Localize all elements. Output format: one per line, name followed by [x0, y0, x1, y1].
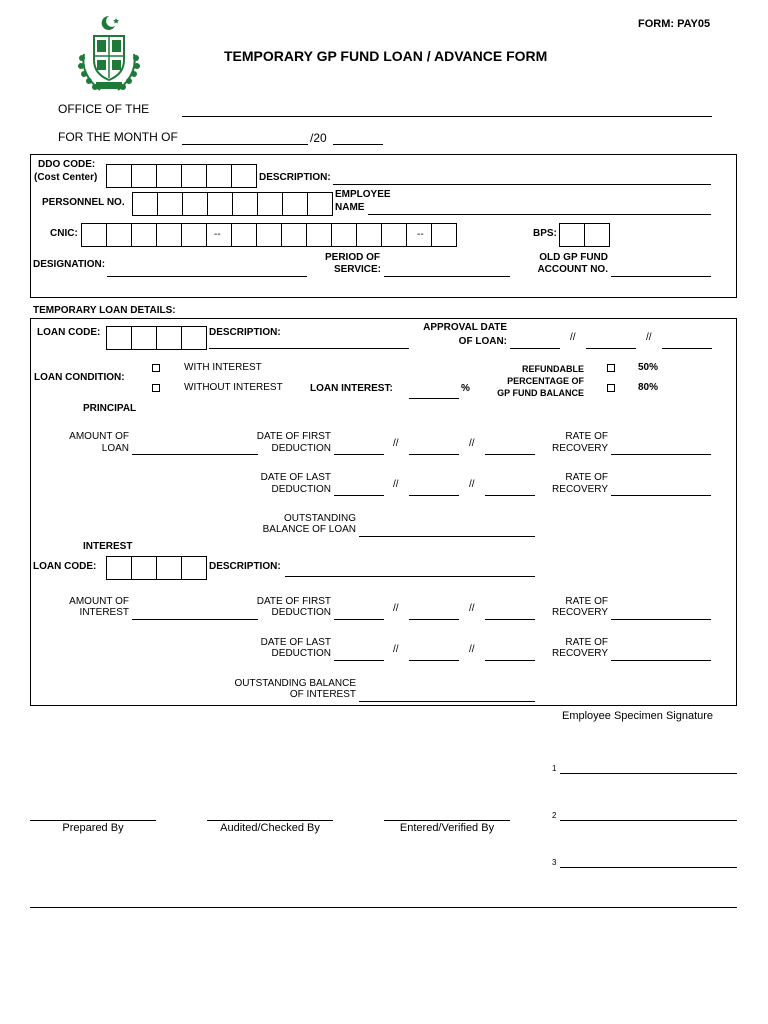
outstanding-interest-field[interactable] — [359, 701, 535, 702]
rate-field-1[interactable] — [611, 454, 711, 455]
first-ded-label-2: DEDUCTION — [271, 443, 331, 454]
ddo-code-label: DDO CODE: — [38, 159, 96, 170]
signature-number-2: 2 — [552, 811, 557, 820]
loan-interest-label: LOAN INTEREST: — [310, 383, 393, 394]
rate-field-2[interactable] — [611, 495, 711, 496]
year-prefix: /20 — [310, 131, 327, 145]
approval-month-field[interactable] — [586, 348, 636, 349]
with-interest-label: WITH INTEREST — [184, 362, 262, 373]
prepared-by-label: Prepared By — [62, 822, 124, 834]
last-ded-sep-1: // — [393, 479, 399, 490]
last-ded-label-1: DATE OF LAST — [260, 472, 331, 483]
int-rate-label-3: RATE OF — [565, 637, 608, 648]
bps-label: BPS: — [533, 228, 557, 239]
rate-label-4: RECOVERY — [552, 484, 608, 495]
approval-date-label-1: APPROVAL DATE — [423, 322, 507, 333]
outstanding-interest-label-2: OF INTEREST — [289, 689, 356, 700]
int-first-ded-month[interactable] — [409, 619, 459, 620]
approval-sep-1: // — [570, 332, 576, 343]
refundable-label-1: REFUNDABLE — [522, 364, 584, 374]
cnic-cells[interactable] — [81, 223, 457, 247]
outstanding-loan-label-2: BALANCE OF LOAN — [262, 524, 356, 535]
first-ded-sep-1: // — [393, 438, 399, 449]
specimen-signature-label: Employee Specimen Signature — [562, 710, 714, 722]
cost-center-label: (Cost Center) — [34, 172, 98, 183]
ddo-code-cells[interactable] — [106, 164, 257, 188]
signature-number-1: 1 — [552, 764, 557, 773]
percent-sign: % — [461, 383, 470, 394]
approval-date-label-2: OF LOAN: — [458, 336, 507, 347]
period-label-2: SERVICE: — [333, 264, 381, 275]
first-ded-label-1: DATE OF FIRST — [256, 431, 331, 442]
int-first-ded-label-2: DEDUCTION — [271, 607, 331, 618]
approval-day-field[interactable] — [510, 348, 560, 349]
outstanding-loan-label-1: OUTSTANDING — [283, 513, 356, 524]
audited-by-line[interactable] — [207, 820, 333, 821]
int-first-ded-sep-1: // — [393, 603, 399, 614]
loan-code-label: LOAN CODE: — [37, 327, 101, 338]
employee-name-label-1: EMPLOYEE — [335, 189, 391, 200]
old-gp-label-2: ACCOUNT NO. — [537, 264, 608, 275]
loan-description-label: DESCRIPTION: — [209, 327, 281, 338]
personnel-no-label: PERSONNEL NO. — [42, 197, 125, 208]
month-label: FOR THE MONTH OF — [58, 130, 178, 144]
int-first-ded-day[interactable] — [334, 619, 384, 620]
bottom-divider — [30, 907, 737, 908]
entered-by-line[interactable] — [384, 820, 510, 821]
state-emblem — [70, 14, 148, 98]
rate-label-2: RECOVERY — [552, 443, 608, 454]
int-last-ded-year[interactable] — [485, 660, 535, 661]
first-ded-day[interactable] — [334, 454, 384, 455]
int-last-ded-month[interactable] — [409, 660, 459, 661]
amount-interest-label-1: AMOUNT OF — [69, 596, 129, 607]
old-gp-field[interactable] — [611, 276, 711, 277]
prepared-by-line[interactable] — [30, 820, 156, 821]
form-title: TEMPORARY GP FUND LOAN / ADVANCE FORM — [224, 48, 548, 64]
refund-50-checkbox[interactable] — [607, 364, 615, 372]
signature-line-1[interactable] — [560, 773, 737, 774]
rate-label-1: RATE OF — [565, 431, 608, 442]
form-code: FORM: PAY05 — [638, 18, 711, 30]
with-interest-checkbox[interactable] — [152, 364, 160, 372]
loan-interest-field[interactable] — [409, 398, 459, 399]
interest-description-label: DESCRIPTION: — [209, 561, 281, 572]
int-first-ded-label-1: DATE OF FIRST — [256, 596, 331, 607]
office-label: OFFICE OF THE — [58, 102, 150, 116]
period-field[interactable] — [384, 276, 510, 277]
loan-code-cells[interactable] — [106, 326, 207, 350]
old-gp-label-1: OLD GP FUND — [539, 252, 608, 263]
period-label-1: PERIOD OF — [324, 252, 380, 263]
designation-field[interactable] — [107, 276, 307, 277]
audited-by-label: Audited/Checked By — [220, 822, 320, 834]
month-field[interactable] — [182, 144, 308, 145]
ddo-description-label: DESCRIPTION: — [259, 172, 331, 183]
approval-year-field[interactable] — [662, 348, 712, 349]
amount-interest-field[interactable] — [132, 619, 258, 620]
first-ded-month[interactable] — [409, 454, 459, 455]
int-last-ded-sep-1: // — [393, 644, 399, 655]
int-rate-field-2[interactable] — [611, 660, 711, 661]
int-rate-field-1[interactable] — [611, 619, 711, 620]
interest-loan-code-label: LOAN CODE: — [33, 561, 97, 572]
int-rate-label-4: RECOVERY — [552, 648, 608, 659]
first-ded-sep-2: // — [469, 438, 475, 449]
last-ded-day[interactable] — [334, 495, 384, 496]
int-rate-label-2: RECOVERY — [552, 607, 608, 618]
signature-line-2[interactable] — [560, 820, 737, 821]
approval-sep-2: // — [646, 332, 652, 343]
without-interest-label: WITHOUT INTEREST — [184, 382, 283, 393]
interest-description-field[interactable] — [285, 576, 535, 577]
loan-description-field[interactable] — [209, 348, 409, 349]
cnic-dash-1: -- — [214, 229, 221, 240]
amount-loan-label-2: LOAN — [101, 443, 129, 454]
outstanding-loan-field[interactable] — [359, 536, 535, 537]
employee-name-label-2: NAME — [335, 202, 365, 213]
refundable-label-3: GP FUND BALANCE — [497, 388, 584, 398]
interest-heading: INTEREST — [83, 541, 133, 552]
int-last-ded-label-1: DATE OF LAST — [260, 637, 331, 648]
refundable-label-2: PERCENTAGE OF — [507, 376, 584, 386]
interest-loan-code-cells[interactable] — [106, 556, 207, 580]
loan-section — [30, 318, 737, 706]
int-rate-label-1: RATE OF — [565, 596, 608, 607]
int-last-ded-day[interactable] — [334, 660, 384, 661]
ddo-description-field[interactable] — [333, 184, 711, 185]
designation-label: DESIGNATION: — [33, 259, 106, 270]
entered-by-label: Entered/Verified By — [399, 822, 495, 834]
int-first-ded-sep-2: // — [469, 603, 475, 614]
cnic-dash-2: -- — [417, 229, 424, 240]
personnel-no-cells[interactable] — [132, 192, 333, 216]
principal-heading: PRINCIPAL — [83, 403, 137, 414]
signature-line-3[interactable] — [560, 867, 737, 868]
int-last-ded-sep-2: // — [469, 644, 475, 655]
loan-condition-label: LOAN CONDITION: — [34, 372, 125, 383]
bps-cells[interactable] — [559, 223, 610, 247]
last-ded-month[interactable] — [409, 495, 459, 496]
without-interest-checkbox[interactable] — [152, 384, 160, 392]
refund-80-label: 80% — [638, 382, 659, 393]
refund-50-label: 50% — [638, 362, 659, 373]
first-ded-year[interactable] — [485, 454, 535, 455]
int-last-ded-label-2: DEDUCTION — [271, 648, 331, 659]
int-first-ded-year[interactable] — [485, 619, 535, 620]
last-ded-label-2: DEDUCTION — [271, 484, 331, 495]
cnic-label: CNIC: — [50, 228, 78, 239]
office-field[interactable] — [182, 116, 712, 117]
outstanding-interest-label-1: OUTSTANDING BALANCE — [234, 678, 356, 689]
employee-name-field[interactable] — [368, 214, 711, 215]
signature-number-3: 3 — [552, 858, 557, 867]
rate-label-3: RATE OF — [565, 472, 608, 483]
amount-loan-label-1: AMOUNT OF — [69, 431, 129, 442]
last-ded-year[interactable] — [485, 495, 535, 496]
loan-section-title: TEMPORARY LOAN DETAILS: — [33, 305, 176, 316]
refund-80-checkbox[interactable] — [607, 384, 615, 392]
year-field[interactable] — [333, 144, 383, 145]
last-ded-sep-2: // — [469, 479, 475, 490]
amount-interest-label-2: INTEREST — [79, 607, 129, 618]
